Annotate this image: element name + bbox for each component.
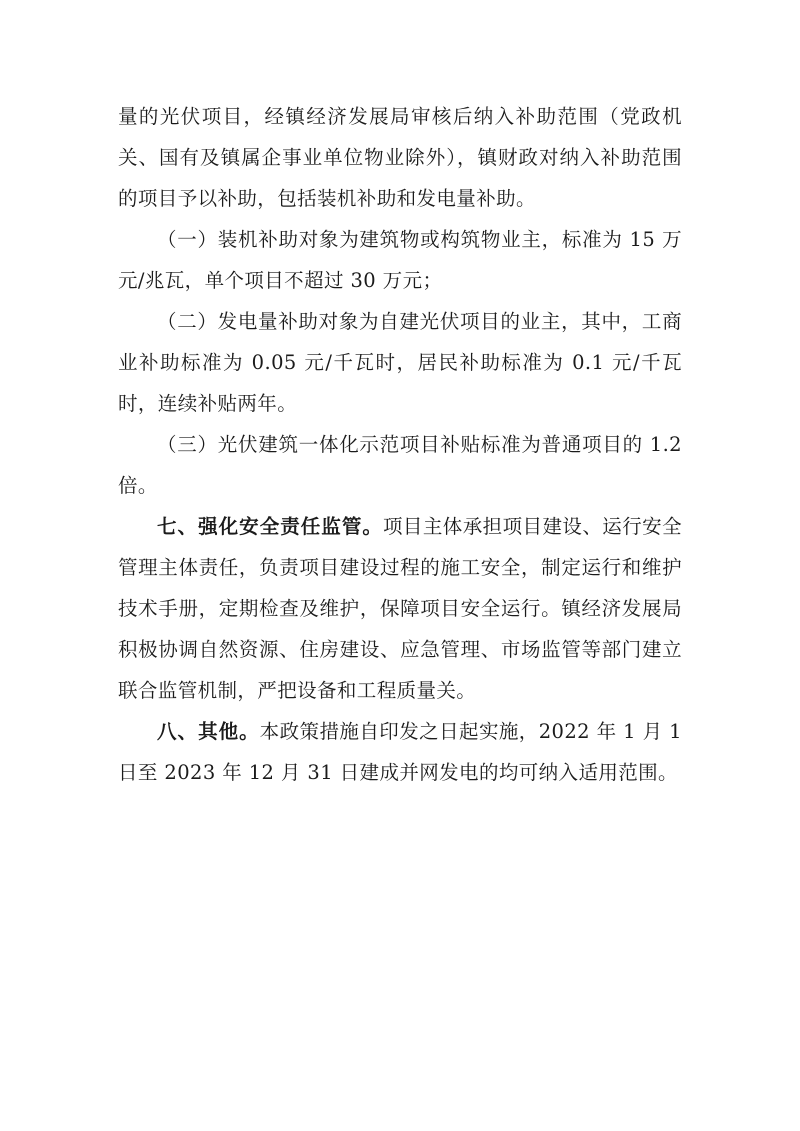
paragraph-section-eight [118,711,682,793]
paragraph-item-one [118,219,682,301]
paragraph-text: （三）光伏建筑一体化示范项目补贴标准为普通项目的 1.2 倍。 [118,433,682,497]
paragraph-continuation [118,96,682,219]
paragraph-text: （二）发电量补助对象为自建光伏项目的业主，其中，工商业补助标准为 0.05 元/千瓦时，居民补助标准为 0.1 元/千瓦时，连续补贴两年。 [118,310,682,415]
section-seven-heading: 七、强化安全责任监管。 [157,515,383,538]
paragraph-text: 项目主体承担项目建设、运行安全管理主体责任，负责项目建设过程的施工安全，制定运行和维护技术手册，定期检查及维护，保障项目安全运行。镇经济发展局积极协调自然资源、住房建设、应急管理、市场监管等部门建立联合监管机制，严把设备和工程质量关。 [118,515,682,702]
section-eight-heading: 八、其他。 [157,720,260,743]
paragraph-section-seven [118,506,682,711]
paragraph-text: 量的光伏项目，经镇经济发展局审核后纳入补助范围（党政机关、国有及镇属企事业单位物业除外），镇财政对纳入补助范围的项目予以补助，包括装机补助和发电量补助。 [118,105,682,210]
paragraph-item-three [118,424,682,506]
document-body [118,96,682,793]
paragraph-text: （一）装机补助对象为建筑物或构筑物业主，标准为 15 万元/兆瓦，单个项目不超过 30 万元； [118,228,682,292]
paragraph-item-two [118,301,682,424]
paragraph-text: 本政策措施自印发之日起实施，2022 年 1 月 1 日至 2023 年 12 月 31 日建成并网发电的均可纳入适用范围。 [118,720,682,784]
